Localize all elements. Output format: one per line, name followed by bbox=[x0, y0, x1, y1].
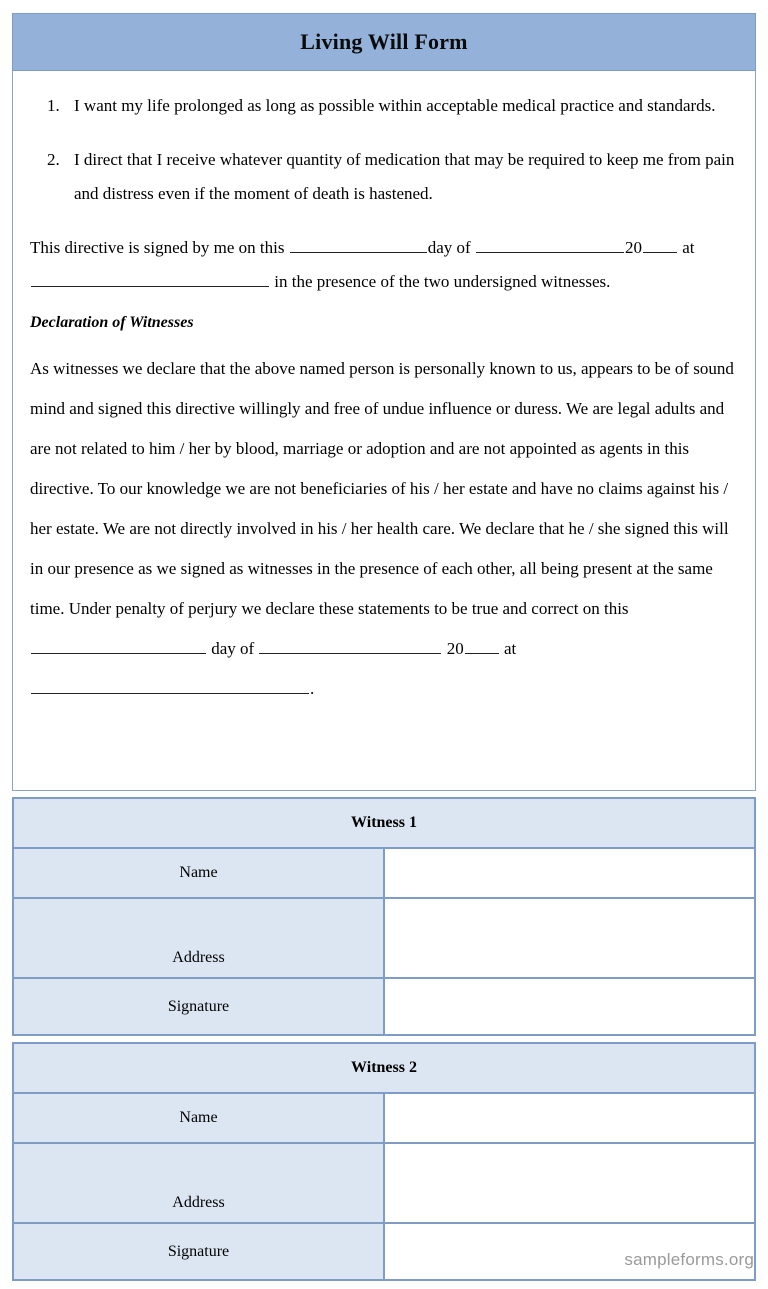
directive-signature-line bbox=[30, 231, 738, 265]
directive-text-part1: This directive is signed by me on this bbox=[30, 238, 285, 257]
witness-2-header: Witness 2 bbox=[13, 1043, 755, 1093]
declaration-place-blank[interactable] bbox=[31, 678, 309, 694]
living-will-document bbox=[12, 13, 756, 1275]
witness-1-signature-field[interactable] bbox=[384, 978, 755, 1035]
declaration-day-blank[interactable] bbox=[31, 638, 206, 654]
witness-1-header: Witness 1 bbox=[13, 798, 755, 848]
list-item: 2. I direct that I receive whatever quantity of medication that may be required to keep me from pain and distress even if the moment of death is hastened. bbox=[64, 143, 738, 211]
table-row bbox=[13, 798, 755, 848]
directive-day-blank[interactable] bbox=[290, 237, 427, 253]
table-row bbox=[13, 1043, 755, 1093]
directive-clause-list bbox=[30, 89, 738, 211]
list-item: 1. I want my life prolonged as long as possible within acceptable medical practice and standards. bbox=[64, 89, 738, 123]
declaration-text-part3: 20 bbox=[446, 639, 464, 658]
witness-1-table bbox=[12, 797, 756, 1036]
form-title-banner bbox=[12, 13, 756, 71]
site-watermark: sampleforms.org bbox=[624, 1250, 754, 1269]
directive-place-line bbox=[30, 265, 738, 299]
declaration-heading: Declaration of Witnesses bbox=[30, 314, 194, 331]
form-body bbox=[12, 71, 756, 791]
declaration-year-blank[interactable] bbox=[465, 638, 499, 654]
declaration-text-part2: day of bbox=[211, 639, 255, 658]
witness-1-address-field[interactable] bbox=[384, 898, 755, 978]
witness-2-name-label: Name bbox=[13, 1093, 384, 1143]
declaration-text-part1: As witnesses we declare that the above named person is personally known to us, appears to be of sound mind and signed this directive willingly and free of undue influence or duress. We are legal adults and are not related to him / her by blood, marriage or adoption and are not appointed as agents in this directive. To our knowledge we are not beneficiaries of his / her estate and have no claims against his / her estate. We are not directly involved in his / her health care. We declare that he / she signed this will in our presence as we signed as witnesses in the presence of each other, all being present at the same time. Under penalty of perjury we declare these statements to be true and correct on this bbox=[30, 359, 734, 618]
table-row bbox=[13, 898, 755, 978]
declaration-text-part5: . bbox=[310, 679, 315, 698]
directive-place-blank[interactable] bbox=[31, 271, 269, 287]
page-title: Living Will Form bbox=[300, 29, 468, 54]
declaration-paragraph bbox=[30, 349, 738, 709]
witness-2-address-label: Address bbox=[13, 1143, 384, 1223]
directive-text-part2: day of bbox=[427, 238, 471, 257]
witness-2-address-field[interactable] bbox=[384, 1143, 755, 1223]
directive-month-blank[interactable] bbox=[476, 237, 624, 253]
declaration-text-part4: at bbox=[503, 639, 517, 658]
directive-text-part5: in the presence of the two undersigned witnesses. bbox=[274, 272, 611, 291]
table-row bbox=[13, 978, 755, 1035]
directive-year-blank[interactable] bbox=[643, 237, 677, 253]
directive-text-part4: at bbox=[682, 238, 695, 257]
table-row bbox=[13, 1093, 755, 1143]
witness-1-address-label: Address bbox=[13, 898, 384, 978]
witness-2-table bbox=[12, 1042, 756, 1281]
witness-2-name-field[interactable] bbox=[384, 1093, 755, 1143]
witness-2-signature-label: Signature bbox=[13, 1223, 384, 1280]
witness-1-name-label: Name bbox=[13, 848, 384, 898]
table-row bbox=[13, 1143, 755, 1223]
table-row bbox=[13, 848, 755, 898]
declaration-month-blank[interactable] bbox=[259, 638, 441, 654]
witness-1-signature-label: Signature bbox=[13, 978, 384, 1035]
directive-text-part3: 20 bbox=[624, 238, 642, 257]
witness-1-name-field[interactable] bbox=[384, 848, 755, 898]
